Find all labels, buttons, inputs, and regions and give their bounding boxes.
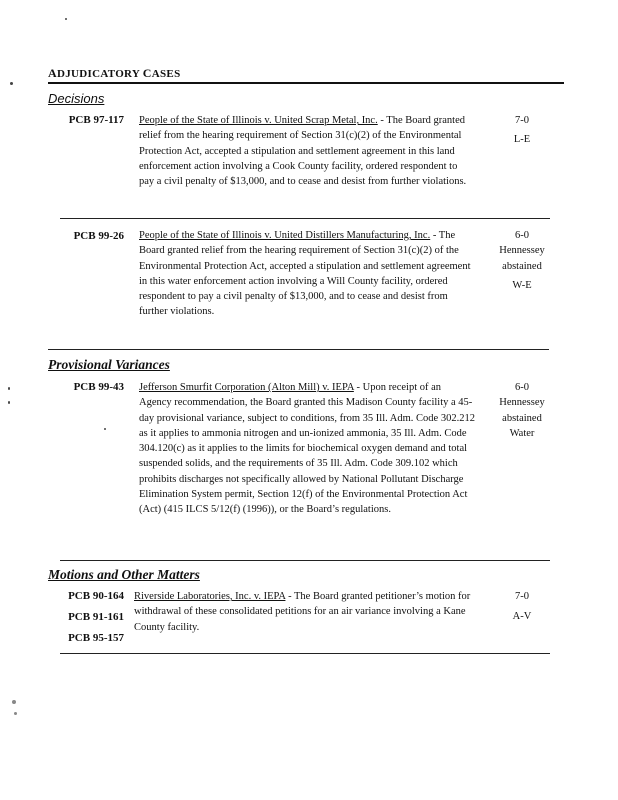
vote-block [478,380,566,441]
header-rule [48,82,564,84]
section-title-motions: Motions and Other Matters [48,567,200,582]
case-number: PCB 99-43 [73,381,124,393]
vote-count: 6-0 [515,230,529,241]
case-description [139,113,475,189]
section-divider [48,349,549,350]
case-type-code: A-V [512,611,532,623]
scan-speck [8,387,10,390]
vote-block [478,589,566,625]
scan-speck [14,712,17,715]
scan-speck [12,700,16,704]
vote-count: 7-0 [515,115,529,126]
case-text: - The Board granted relief from the hearing requirement of Section 31(c)(2) of the Environmental Protection Act, accepted a stipulation and settlement agreement in this water enforcement action involving a Will County facility, ordered respondent to pay a civil penalty of $13,000, and to cease and desist from further violations. [139,230,471,318]
section-divider [60,653,550,654]
case-description [139,380,475,518]
scan-speck [8,401,10,404]
case-text: - The Board granted petitioner’s motion for withdrawal of these consolidated petitions for an air variance involving a Kane County facility. [134,591,471,633]
vote-count: 6-0 [515,382,529,393]
scan-speck [104,428,106,430]
case-type-code: L-E [513,134,531,146]
case-type-code: W-E [512,279,532,291]
case-title: People of the State of Illinois v. United Scrap Metal, Inc. [139,115,378,126]
case-description [134,589,474,635]
vote-status: abstained [502,260,542,272]
case-text: - The Board granted relief from the hearing requirement of Section 31(c)(2) of the Environmental Protection Act, accepted a stipulation and settlement agreement in this land enforcement action involving a Cook County facility, ordered respondent to pay a civil penalty of $13,000, and to cease and desist from further violations. [139,115,467,188]
vote-block [478,113,566,148]
case-title: Riverside Laboratories, Inc. v. IEPA [134,591,286,602]
vote-count: 7-0 [515,591,529,602]
section-title-decisions: Decisions [48,91,105,106]
case-number: PCB 97-117 [68,114,124,126]
case-description [139,228,475,320]
case-number: PCB 90-164 [68,590,124,602]
section-divider [60,560,550,561]
case-title: Jefferson Smurfit Corporation (Alton Mill) v. IEPA [139,382,354,393]
case-divider [60,218,550,219]
case-text: - Upon receipt of an Agency recommendation, the Board granted this Madison County facility a 45-day provisional variance, subject to conditions, from 35 Ill. Adm. Code 302.212 as it applies to ammonia nitrogen and un-ionized ammonia, 35 Ill. Adm. Code 304.120(c) as it applies to the limits for biochemical oxygen demand and total suspended solids, and the requirements of 35 Ill. Adm. Code 309.102 which prohibits discharges not specifically allowed by National Pollutant Discharge Elimination System permit, Section 12(f) of the Environmental Protection Act (Act) (415 ILCS 5/12(f) (1996)), or the Board’s regulations. [139,382,475,516]
scan-speck [65,18,67,20]
case-title: People of the State of Illinois v. United Distillers Manufacturing, Inc. [139,230,431,241]
running-header: ADJUDICATORY CASES [48,66,181,80]
vote-member: Hennessey [499,397,545,409]
case-number: PCB 99-26 [73,230,124,242]
vote-status: abstained [502,412,542,424]
vote-member: Hennessey [499,245,545,257]
case-number: PCB 95-157 [68,632,124,644]
scan-speck [10,82,13,85]
case-type-code: Water [509,427,535,439]
case-number: PCB 91-161 [68,611,124,623]
vote-block [478,228,566,293]
section-title-provisional-variances: Provisional Variances [48,357,170,372]
